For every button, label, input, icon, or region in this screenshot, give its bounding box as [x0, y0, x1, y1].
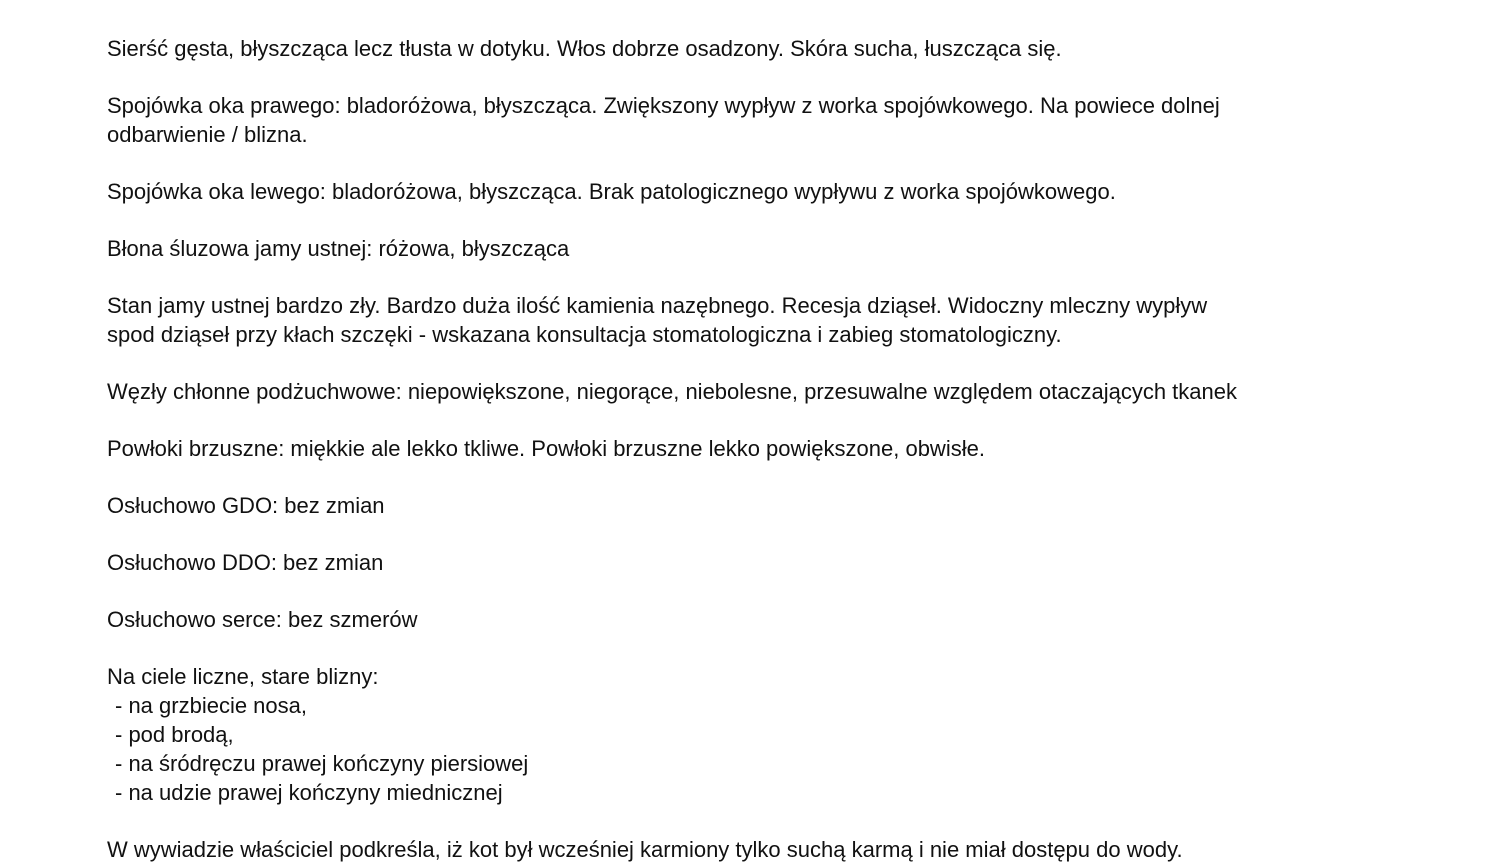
paragraph-line: Węzły chłonne podżuchwowe: niepowiększone, niegorące, niebolesne, przesuwalne względem otaczających tkanek — [107, 379, 1237, 404]
scar-item: - na udzie prawej kończyny miednicznej — [115, 780, 503, 805]
scar-item: - na śródręczu prawej kończyny piersiowej — [115, 751, 529, 776]
paragraph-line: odbarwienie / blizna. — [107, 122, 308, 147]
paragraph-right-eye — [107, 91, 1477, 149]
document-content — [107, 34, 1477, 864]
paragraph-left-eye — [107, 177, 1477, 206]
paragraph-line: Osłuchowo DDO: bez zmian — [107, 550, 384, 575]
paragraph-line: Błona śluzowa jamy ustnej: różowa, błyszcząca — [107, 236, 570, 261]
scar-item: - pod brodą, — [115, 722, 234, 747]
paragraph-line: Osłuchowo serce: bez szmerów — [107, 607, 418, 632]
paragraph-oral-condition — [107, 291, 1477, 349]
cut-off-paragraph: W wywiadzie właściciel podkreśla, iż kot był wcześniej karmiony tylko suchą karmą i nie miał dostępu do wody. — [107, 837, 1183, 862]
paragraph-oral-mucosa — [107, 234, 1477, 263]
paragraph-lymph-nodes — [107, 377, 1477, 406]
paragraph-line: Osłuchowo GDO: bez zmian — [107, 493, 385, 518]
paragraph-auscultation-gdo — [107, 491, 1477, 520]
paragraph-line: Sierść gęsta, błyszcząca lecz tłusta w dotyku. Włos dobrze osadzony. Skóra sucha, łuszcząca się. — [107, 36, 1062, 61]
paragraph-abdomen — [107, 434, 1477, 463]
scars-list — [107, 662, 1477, 807]
paragraph-line: Spojówka oka lewego: bladoróżowa, błyszcząca. Brak patologicznego wypływu z worka spojówkowego. — [107, 179, 1116, 204]
paragraph-line: Stan jamy ustnej bardzo zły. Bardzo duża ilość kamienia nazębnego. Recesja dziąseł. Widoczny mleczny wypływ — [107, 293, 1208, 318]
scars-heading: Na ciele liczne, stare blizny: — [107, 664, 379, 689]
paragraph-line: Powłoki brzuszne: miękkie ale lekko tkliwe. Powłoki brzuszne lekko powiększone, obwisłe. — [107, 436, 985, 461]
paragraph-line: spod dziąseł przy kłach szczęki - wskazana konsultacja stomatologiczna i zabieg stomatologiczny. — [107, 322, 1062, 347]
paragraph-line: Spojówka oka prawego: bladoróżowa, błyszcząca. Zwiększony wypływ z worka spojówkowego. Na powiece dolnej — [107, 93, 1220, 118]
paragraph-auscultation-heart — [107, 605, 1477, 634]
scar-item: - na grzbiecie nosa, — [115, 693, 307, 718]
paragraph-coat — [107, 34, 1477, 63]
paragraph-auscultation-ddo — [107, 548, 1477, 577]
